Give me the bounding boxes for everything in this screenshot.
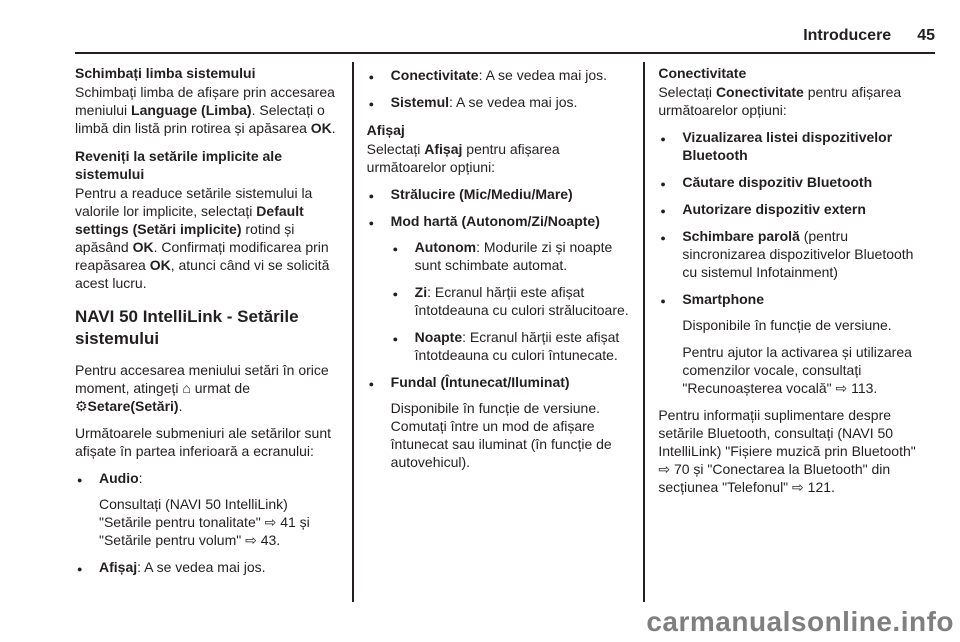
list-item-text: Căutare dispozitiv Bluetooth	[682, 174, 873, 190]
list-item-text: Fundal (Întunecat/Iluminat)	[390, 374, 570, 390]
list-item	[682, 290, 923, 397]
section-heading: NAVI 50 IntelliLink - Setările sistemului	[75, 307, 299, 348]
header-divider	[75, 52, 935, 54]
section-heading: Afișaj	[366, 122, 405, 138]
paragraph: Pentru informații suplimentare despre setările Bluetooth, consultați (NAVI 50 IntelliLink) "Fișiere muzică prin Bluetooth" ⇨ 70 și "Conectarea la Bluetooth" din secțiunea "Telefonul" ⇨ 121.	[658, 407, 916, 495]
list-item-text: Vizualizarea listei dispozitivelor Bluetooth	[682, 129, 893, 163]
list-item-text: Zi: Ecranul hărții este afișat întotdeauna cu culori strălucitoare.	[414, 284, 629, 318]
column-left	[75, 62, 352, 602]
running-header	[75, 27, 935, 45]
list-item-text: Mod hartă (Autonom/Zi/Noapte)	[390, 213, 600, 229]
list-item	[415, 328, 632, 364]
column-right	[643, 62, 935, 602]
list-item	[391, 185, 632, 203]
list-item-text: Autonom: Modurile zi și noapte sunt schimbate automat.	[414, 239, 613, 273]
list-item-text: Strălucire (Mic/Mediu/Mare)	[390, 186, 573, 202]
list-item-text: Sistemul: A se vedea mai jos.	[390, 94, 578, 110]
list-item	[391, 66, 632, 84]
page-number: 45	[917, 27, 935, 44]
list-item-text: Smartphone	[682, 291, 765, 307]
paragraph: Disponibile în funcție de versiune.	[682, 317, 892, 333]
bullet-list	[75, 469, 340, 576]
list-item	[682, 128, 923, 164]
watermark: carmanualsonline.info	[646, 606, 954, 637]
paragraph: Următoarele submeniuri ale setărilor sunt afișate în partea inferioară a ecranului:	[75, 425, 331, 459]
paragraph: Disponibile în funcție de versiune. Comutați între un mod de afișare întunecat sau iluminat (în funcție de autovehicul).	[390, 400, 612, 470]
bullet-list	[367, 185, 632, 471]
paragraph: Selectați Afișaj pentru afișarea următoarelor opțiuni:	[366, 141, 560, 175]
list-item	[682, 173, 923, 191]
list-item	[99, 558, 340, 576]
content-columns	[75, 62, 935, 602]
list-item-text: Conectivitate: A se vedea mai jos.	[390, 67, 607, 83]
paragraph: Schimbați limba de afișare prin accesarea meniului Language (Limba). Selectați o limbă din listă prin rotirea și apăsarea OK.	[75, 84, 336, 136]
list-item	[682, 227, 923, 281]
list-item	[391, 373, 632, 471]
paragraph: Pentru accesarea meniului setări în orice moment, atingeți ⌂ urmat de ⚙Setare(Setări).	[75, 362, 329, 414]
list-item-text: Audio:	[99, 470, 143, 486]
paragraph: Selectați Conectivitate pentru afișarea următoarelor opțiuni:	[658, 84, 902, 118]
section-heading: Reveniți la setările implicite ale sistemului	[75, 148, 282, 182]
paragraph: Pentru a readuce setările sistemului la valorile lor implicite, selectați Default settings (Setări implicite) rotind și apăsând OK. Confirmați modificarea prin reapăsarea OK, atunci când vi se solicită acest lucru.	[75, 185, 330, 291]
list-item	[99, 469, 340, 549]
list-item-text: Autorizare dispozitiv extern	[682, 201, 866, 217]
section-heading: Conectivitate	[658, 65, 747, 81]
paragraph: Consultați (NAVI 50 IntelliLink) "Setările pentru tonalitate" ⇨ 41 și "Setările pentru volum" ⇨ 43.	[99, 496, 310, 548]
list-item	[391, 93, 632, 111]
list-item-text: Schimbare parolă (pentru sincronizarea dispozitivelor Bluetooth cu sistemul Infotainment)	[682, 228, 914, 280]
list-item	[415, 238, 632, 274]
list-item-text: Afișaj: A se vedea mai jos.	[99, 559, 266, 575]
bullet-list	[391, 238, 632, 364]
page-title: Introducere	[803, 27, 892, 44]
paragraph: Pentru ajutor la activarea și utilizarea comenzilor vocale, consultați "Recunoașterea vocală" ⇨ 113.	[682, 344, 912, 396]
column-middle	[352, 62, 644, 602]
bullet-list	[658, 128, 923, 397]
list-item	[391, 212, 632, 364]
bullet-list	[367, 66, 632, 111]
list-item	[682, 200, 923, 218]
list-item	[415, 283, 632, 319]
section-heading: Schimbați limba sistemului	[75, 65, 256, 81]
list-item-text: Noapte: Ecranul hărții este afișat întotdeauna cu culori întunecate.	[414, 329, 620, 363]
